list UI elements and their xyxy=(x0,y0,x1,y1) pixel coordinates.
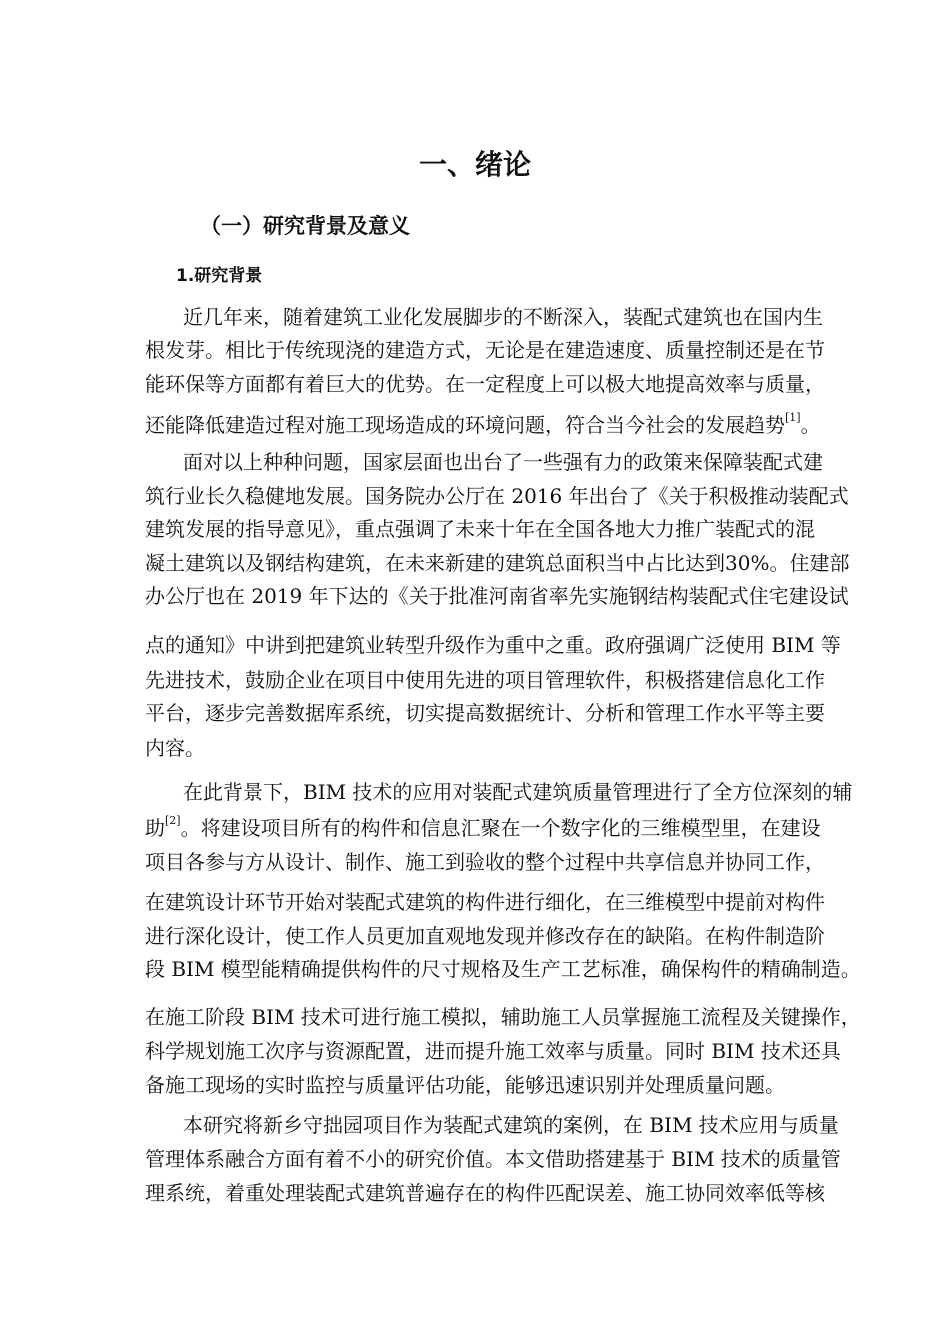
text-line: 近几年来，随着建筑工业化发展脚步的不断深入，装配式建筑也在国内生 xyxy=(183,305,823,329)
section-heading: （一）研究背景及意义 xyxy=(200,214,410,238)
text-line: 根发芽。相比于传统现浇的建造方式，无论是在建造速度、质量控制还是在节 xyxy=(145,338,825,362)
text-line: 理系统，着重处理装配式建筑普遍存在的构件匹配误差、施工协同效率低等核 xyxy=(145,1181,825,1205)
text-line: 本研究将新乡守拙园项目作为装配式建筑的案例，在 BIM 技术应用与质量 xyxy=(183,1113,839,1137)
text-line: 先进技术，鼓励企业在项目中使用先进的项目管理软件，积极搭建信息化工作 xyxy=(145,668,825,692)
text-line: 备施工现场的实时监控与质量评估功能，能够迅速识别并处理质量问题。 xyxy=(145,1073,785,1097)
text-line: 内容。 xyxy=(145,736,205,760)
text-line: 在施工阶段 BIM 技术可进行施工模拟，辅助施工人员掌握施工流程及关键操作， xyxy=(145,1005,861,1029)
text-line xyxy=(145,814,821,841)
text-line: 科学规划施工次序与资源配置，进而提升施工效率与质量。同时 BIM 技术还具 xyxy=(145,1039,841,1063)
text-segment: 。将建设项目所有的构件和信息汇聚在一个数字化的三维模型里，在建设 xyxy=(180,816,821,840)
text-line: 建筑发展的指导意见》，重点强调了未来十年在全国各地大力推广装配式的混 xyxy=(145,517,815,541)
text-line: 管理体系融合方面有着不小的研究价值。本文借助搭建基于 BIM 技术的质量管 xyxy=(145,1147,841,1171)
text-line: 筑行业长久稳健地发展。国务院办公厅在 2016 年出台了《关于积极推动装配式 xyxy=(145,484,849,508)
text-line: 在此背景下，BIM 技术的应用对装配式建筑质量管理进行了全方位深刻的辅 xyxy=(183,780,853,804)
text-line: 能环保等方面都有着巨大的优势。在一定程度上可以极大地提高效率与质量， xyxy=(145,372,825,396)
text-line: 凝土建筑以及钢结构建筑，在未来新建的建筑总面积当中占比达到30%。住建部 xyxy=(145,551,850,575)
text-line: 在建筑设计环节开始对装配式建筑的构件进行细化，在三维模型中提前对构件 xyxy=(145,890,825,914)
text-segment: 还能降低建造过程对施工现场造成的环境问题，符合当今社会的发展趋势 xyxy=(145,413,785,437)
text-segment: 。 xyxy=(800,413,821,437)
text-line: 办公厅也在 2019 年下达的《关于批准河南省率先实施钢结构装配式住宅建设试 xyxy=(145,584,849,608)
subsection-heading: 1.研究背景 xyxy=(176,266,263,286)
text-line xyxy=(145,411,821,438)
text-line: 点的通知》中讲到把建筑业转型升级作为重中之重。政府强调广泛使用 BIM 等 xyxy=(145,633,841,657)
text-line: 面对以上种种问题，国家层面也出台了一些强有力的政策来保障装配式建 xyxy=(183,450,823,474)
chapter-title: 一、绪论 xyxy=(418,148,531,181)
citation-ref: [1] xyxy=(785,411,801,424)
text-line: 段 BIM 模型能精确提供构件的尺寸规格及生产工艺标准，确保构件的精确制造。 xyxy=(145,957,861,981)
text-line: 项目各参与方从设计、制作、施工到验收的整个过程中共享信息并协同工作， xyxy=(145,850,825,874)
text-line: 进行深化设计，使工作人员更加直观地发现并修改存在的缺陷。在构件制造阶 xyxy=(145,924,825,948)
citation-ref: [2] xyxy=(165,814,181,827)
text-line: 平台，逐步完善数据库系统，切实提高数据统计、分析和管理工作水平等主要 xyxy=(145,701,825,725)
text-segment: 助 xyxy=(145,816,165,840)
